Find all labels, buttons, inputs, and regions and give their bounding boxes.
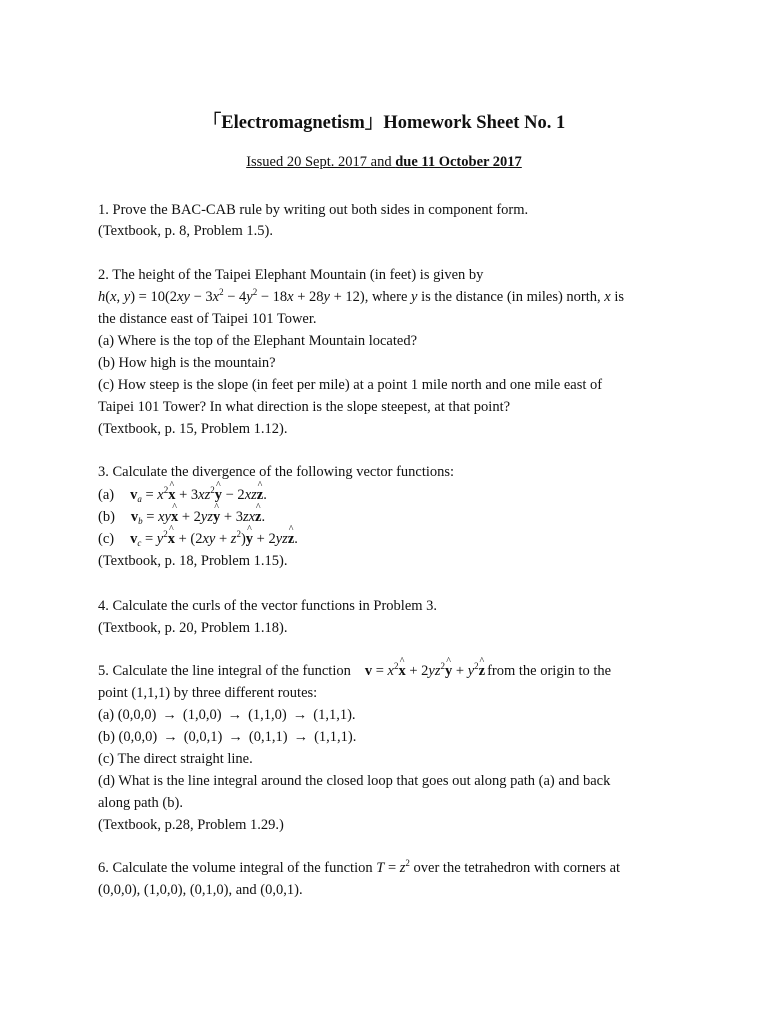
issued-date: Issued 20 Sept. 2017 and xyxy=(246,154,396,170)
vector-v: $v = x^2\^{}$ $x + 2yz^2\^{}$ $y + y^2\^{}$ z xyxy=(365,663,485,679)
problem-6-text-before: 6. Calculate the volume integral of the function xyxy=(98,860,373,876)
function-t: $T = z^2$ xyxy=(376,858,410,876)
right-arrow-icon: → xyxy=(228,729,243,745)
part-a-label: (a) xyxy=(98,487,115,503)
problem-6-statement xyxy=(98,859,620,877)
path-a-label: (a) xyxy=(98,707,115,723)
problem-5-reference: (Textbook, p.28, Problem 1.29.) xyxy=(98,817,284,833)
path-point: (1,1,1). xyxy=(313,707,356,723)
problem-2-part-a: (a) Where is the top of the Elephant Mountain located? xyxy=(98,333,418,349)
vector-va: $v_a$ = $x^2\^{}$ $x + 3xz^2\^{}$ y − 2xz^ z. xyxy=(130,487,267,503)
path-b-label: (b) xyxy=(98,729,115,745)
due-date: due 11 October 2017 xyxy=(395,154,522,170)
problem-5-part-c: (c) The direct straight line. xyxy=(98,751,253,767)
problem-2-definition: , where y is the distance (in miles) north, x is xyxy=(364,289,625,305)
problem-5-path-a xyxy=(98,706,356,724)
problem-4-statement: 4. Calculate the curls of the vector functions in Problem 3. xyxy=(98,598,438,614)
right-arrow-icon: → xyxy=(162,707,177,723)
problem-4-reference: (Textbook, p. 20, Problem 1.18). xyxy=(98,620,288,636)
path-point: (0,0,0) xyxy=(118,729,158,745)
problem-2-definition-cont: the distance east of Taipei 101 Tower. xyxy=(98,311,317,327)
title-course: Electromagnetism xyxy=(221,113,365,133)
title-rest: Homework Sheet No. 1 xyxy=(383,113,566,133)
problem-3-part-c xyxy=(98,530,298,548)
path-point: (0,0,1) xyxy=(183,729,223,745)
problem-5-part-d-cont: along path (b). xyxy=(98,795,183,811)
problem-2-formula-line xyxy=(98,288,624,306)
part-b-label: (b) xyxy=(98,509,115,525)
path-point: (1,1,0) xyxy=(248,707,287,723)
page-title xyxy=(0,108,768,134)
path-point: (1,1,1). xyxy=(314,729,357,745)
problem-1-reference: (Textbook, p. 8, Problem 1.5). xyxy=(98,223,273,239)
problem-2-reference: (Textbook, p. 15, Problem 1.12). xyxy=(98,421,288,437)
height-formula: h(x, $y) = 10(2xy - 3x^2 - 4y^2 - 18x + 28y + 12)$ xyxy=(98,287,365,305)
problem-5-part-d: (d) What is the line integral around the closed loop that goes out along path (a) and back xyxy=(98,773,611,789)
title-open-bracket: 「 xyxy=(202,113,222,133)
path-point: (1,0,0) xyxy=(182,707,222,723)
right-arrow-icon: → xyxy=(292,707,308,723)
vector-vb: $v_b$ = xy^ x + 2yz^ y + 3zx^ z. xyxy=(131,509,265,525)
problem-3-reference: (Textbook, p. 18, Problem 1.15). xyxy=(98,553,288,569)
problem-6-corners: (0,0,0), (1,0,0), (0,1,0), and (0,0,1). xyxy=(98,882,303,898)
problem-3-part-a xyxy=(98,486,267,504)
problem-5-text-before: 5. Calculate the line integral of the function xyxy=(98,663,351,679)
path-point: (0,1,1) xyxy=(248,729,288,745)
problem-2-part-c-cont: Taipei 101 Tower? In what direction is the slope steepest, at that point? xyxy=(98,399,511,415)
right-arrow-icon: → xyxy=(227,707,243,723)
right-arrow-icon: → xyxy=(293,729,309,745)
problem-1-statement: 1. Prove the BAC-CAB rule by writing out both sides in component form. xyxy=(98,202,529,218)
problem-6-text-after: over the tetrahedron with corners at xyxy=(413,860,621,876)
problem-2-statement: 2. The height of the Taipei Elephant Mountain (in feet) is given by xyxy=(98,267,484,283)
problem-5-text-after: from the origin to the xyxy=(487,663,612,679)
issued-line xyxy=(0,154,768,171)
problem-2-part-b: (b) How high is the mountain? xyxy=(98,355,276,371)
problem-2-part-c: (c) How steep is the slope (in feet per mile) at a point 1 mile north and one mile east of xyxy=(98,377,603,393)
problem-3-statement: 3. Calculate the divergence of the following vector functions: xyxy=(98,464,455,480)
title-close-bracket: 」 xyxy=(364,113,384,133)
right-arrow-icon: → xyxy=(163,729,178,745)
problem-5-path-b xyxy=(98,728,356,746)
problem-5-statement-cont: point (1,1,1) by three different routes: xyxy=(98,685,318,701)
problem-3-part-b xyxy=(98,508,265,526)
problem-5-statement xyxy=(98,662,611,680)
vector-vc: $v_c$ = $y^2\^{}$ $x + (2xy + z^2)\^{}$ y + 2yz^ z. xyxy=(130,531,298,547)
part-c-label: (c) xyxy=(98,531,115,547)
path-point: (0,0,0) xyxy=(117,707,157,723)
